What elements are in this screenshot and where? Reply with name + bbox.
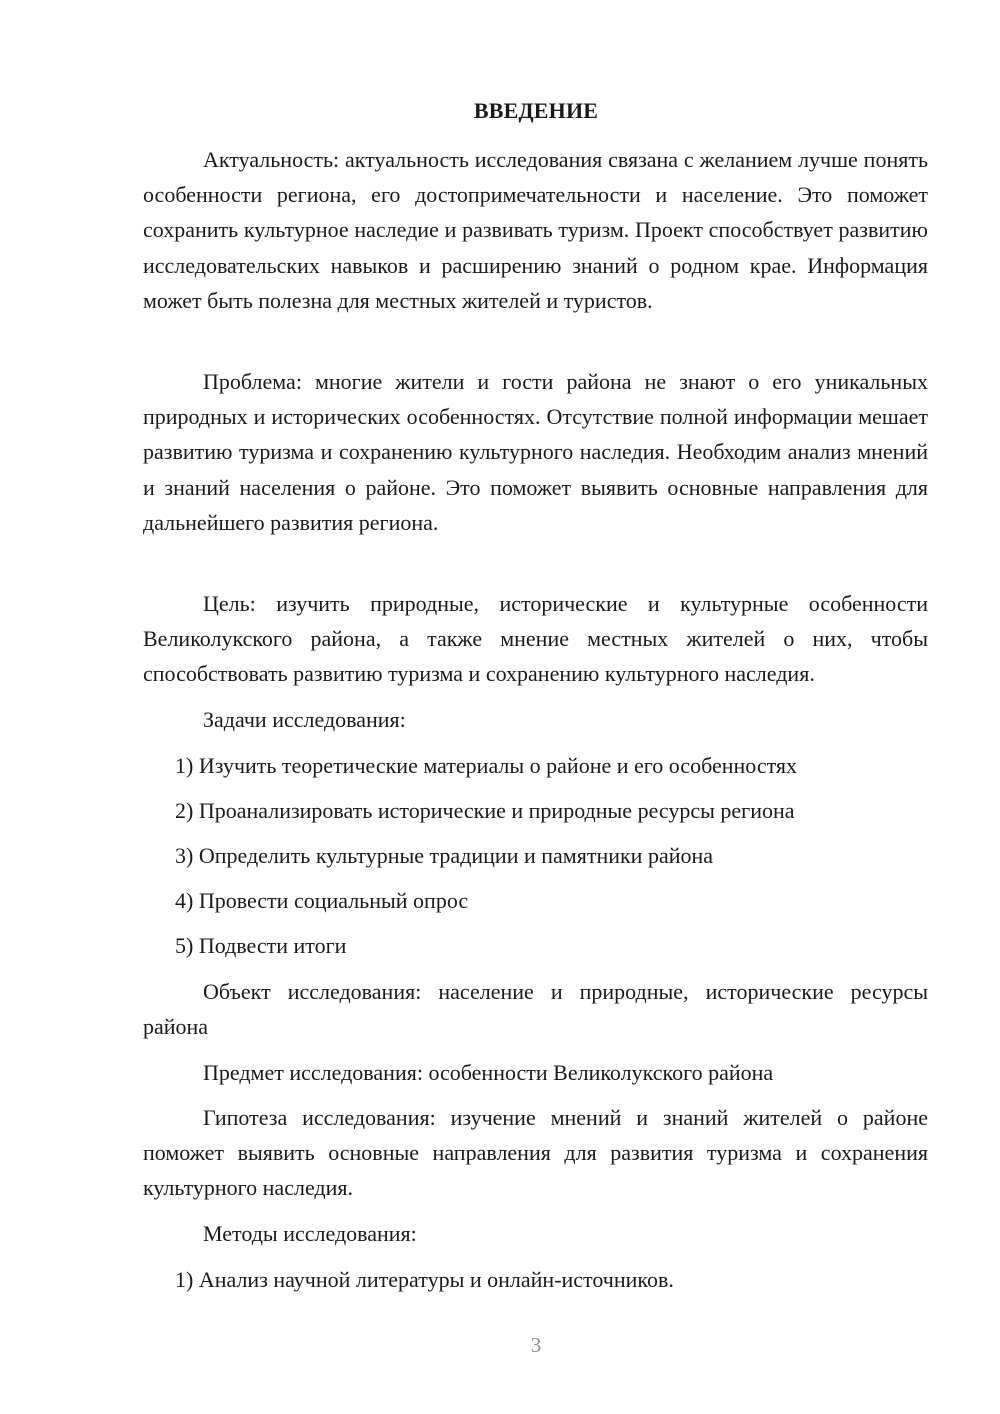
tasks-title: Задачи исследования: xyxy=(203,707,406,732)
page-number: 3 xyxy=(530,1333,542,1357)
task-item: 2) Проанализировать исторические и природные ресурсы региона xyxy=(175,798,795,823)
task-item: 3) Определить культурные традиции и памятники района xyxy=(175,843,714,868)
methods-title: Методы исследования: xyxy=(203,1221,417,1246)
paragraph-subject: Предмет исследования: особенности Великолукского района xyxy=(203,1060,774,1085)
paragraph-relevance: Актуальность: актуальность исследования связана с желанием лучше понять особенности региона, его достопримечательности и население. Это поможет сохранить культурное наследие и развивать туризм. Проект способствует развитию исследовательских навыков и расширению знаний о родном крае. Информация может быть полезна для местных жителей и туристов. xyxy=(143,147,928,313)
method-item: 1) Анализ научной литературы и онлайн-источников. xyxy=(175,1267,674,1292)
paragraph-goal: Цель: изучить природные, исторические и культурные особенности Великолукского района, а также мнение местных жителей о них, чтобы способствовать развитию туризма и сохранению культурного наследия. xyxy=(143,591,928,687)
paragraph-object: Объект исследования: население и природные, исторические ресурсы района xyxy=(143,979,928,1040)
task-item: 5) Подвести итоги xyxy=(175,933,347,958)
task-item: 4) Провести социальный опрос xyxy=(175,888,469,913)
task-item: 1) Изучить теоретические материалы о районе и его особенностях xyxy=(175,753,798,778)
paragraph-hypothesis: Гипотеза исследования: изучение мнений и знаний жителей о районе поможет выявить основные направления для развития туризма и сохранения культурного наследия. xyxy=(143,1105,928,1201)
paragraph-problem: Проблема: многие жители и гости района не знают о его уникальных природных и исторических особенностях. Отсутствие полной информации мешает развитию туризма и сохранению культурного наследия. Необходим анализ мнений и знаний населения о районе. Это поможет выявить основные направления для дальнейшего развития региона. xyxy=(143,369,928,535)
section-heading: ВВЕДЕНИЕ xyxy=(473,98,599,123)
